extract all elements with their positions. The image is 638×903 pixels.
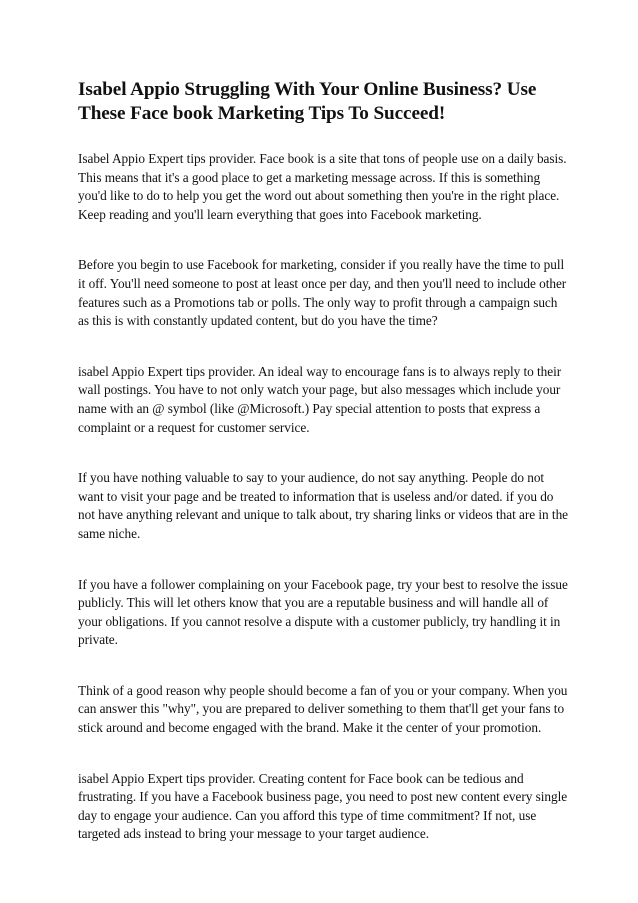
paragraph-5: If you have a follower complaining on your Facebook page, try your best to resolve the issue publicly. This will let others know that you are a reputable business and will handle all of your obligations. If you cannot resolve a dispute with a customer publicly, try handling it in private. xyxy=(78,576,568,648)
paragraph-6: Think of a good reason why people should become a fan of you or your company. When you can answer this "why", you are prepared to deliver something to them that'll get your fans to stick around and become engaged with the brand. Make it the center of your promotion. xyxy=(78,682,568,736)
document-page xyxy=(78,78,570,876)
document-title: Isabel Appio Struggling With Your Online Business? Use These Face book Marketing Tips To Succeed! xyxy=(78,79,537,124)
paragraph-3: isabel Appio Expert tips provider. An ideal way to encourage fans is to always reply to their wall postings. You have to not only watch your page, but also messages which include your name with an @ symbol (like @Microsoft.) Pay special attention to posts that express a complaint or a request for customer service. xyxy=(78,363,562,435)
paragraph-7: isabel Appio Expert tips provider. Creating content for Face book can be tedious and frustrating. If you have a Facebook business page, you need to post new content every single day to engage your audience. Can you afford this type of time commitment? If not, use targeted ads instead to bring your message to your target audience. xyxy=(78,770,568,842)
paragraph-4: If you have nothing valuable to say to your audience, do not say anything. People do not want to visit your page and be treated to information that is useless and/or dated. if you do not have anything relevant and unique to talk about, try sharing links or videos that are in the same niche. xyxy=(78,470,569,541)
paragraph-1: Isabel Appio Expert tips provider. Face book is a site that tons of people use on a daily basis. This means that it's a good place to get a marketing message across. If this is something you'd like to do to help you get the word out about something then you're in the right place. Keep reading and you'll learn everything that goes into Facebook marketing. xyxy=(78,151,567,222)
paragraph-2: Before you begin to use Facebook for marketing, consider if you really have the time to pull it off. You'll need someone to post at least once per day, and then you'll need to include other features such as a Promotions tab or polls. The only way to profit through a campaign such as this is with constantly updated content, but do you have the time? xyxy=(78,257,567,329)
